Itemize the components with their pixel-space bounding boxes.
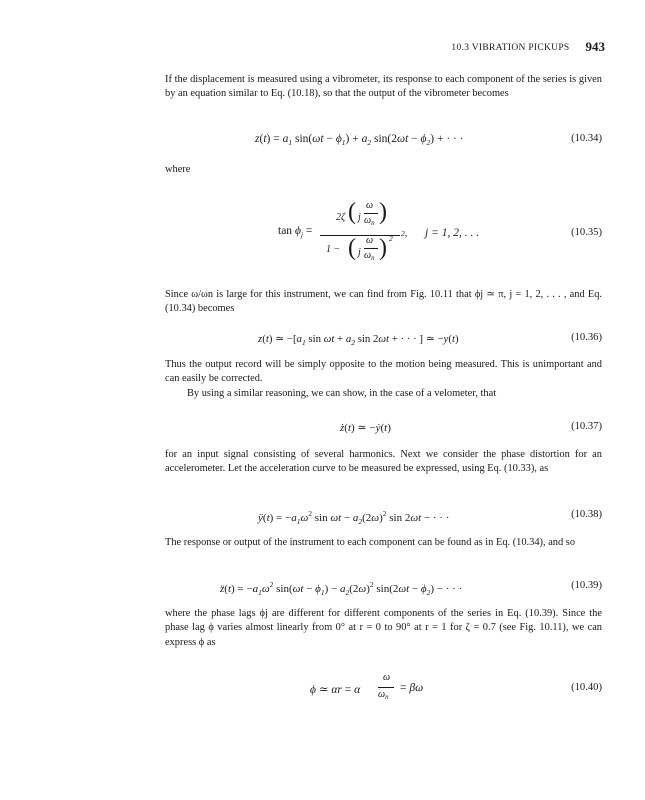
index-range: j = 1, 2, . . . [425, 227, 480, 239]
equation-number: (10.38) [571, 509, 602, 520]
equation-10-36-expression: z(t) ≃ $-[a_1$ $\sin \omega t + a_2$ sin 2ωt + · · · ] ≃ −y(t) [258, 333, 459, 347]
equation-10-39-expression: z̈(t) = $-a_1\omega^2$ $\sin(\omega t - \phi_1) - a_2(2\omega)^2$ $\sin(2\omega t - \phi_2)$ − · · · [220, 580, 463, 597]
equation-number: (10.36) [571, 332, 602, 343]
paragraph-where: where [165, 164, 191, 175]
equation-number: (10.35) [571, 227, 602, 238]
equation-number: (10.40) [571, 682, 602, 693]
equation-number: (10.37) [571, 421, 602, 432]
paragraph-vibrometer: If the displacement is measured using a vibrometer, its response to each component of the series is given by an equation similar to Eq. (10.18), so that the output of the vibrometer becomes [165, 74, 602, 100]
equation-10-37-expression: ż(t) ≃ −ẏ(t) [340, 422, 391, 434]
paragraph-velometer: By using a similar reasoning, we can show, in the case of a velometer, that [187, 388, 497, 399]
equation-10-35-expression: $\tan \phi_j$ = 2ζ ( j ω $\omega_n$ ) 2, 1 − ( j ω $\omega_n$ ) 2 [278, 199, 408, 262]
paragraph-phase-lags: where the phase lags ϕj are different for different components of the series in Eq. (10.39). Since the phase lag ϕ varies almost linearly from 0° at r = 0 to 90° at r = 1 for ζ = 0.7 (see Fig. 10.11), we can express ϕ as [165, 608, 602, 648]
paragraph-since: Since ω/ωn is large for this instrument, we can find from Fig. 10.11 that ϕj ≃ π, j = 1, 2, . . . , and Eq. (10.34) becomes [165, 289, 602, 315]
equation-10-38-expression: ÿ(t) = $-a_1\omega^2$ $\sin \omega t - a_2(2\omega)^2$ sin 2ωt − · · · [258, 509, 450, 526]
running-header [205, 38, 605, 56]
section-title: 10.3 VIBRATION PICKUPS [451, 43, 570, 53]
equation-number: (10.34) [571, 133, 602, 144]
equation-number: (10.39) [571, 580, 602, 591]
paragraph-thus: Thus the output record will be simply opposite to the motion being measured. This is unimportant and can easily be corrected. [165, 359, 602, 385]
paragraph-accelerometer: for an input signal consisting of several harmonics. Next we consider the phase distortion for an accelerometer. Let the acceleration curve to be measured be expressed, using Eq. (10.33), as [165, 449, 602, 475]
page-number: 943 [585, 39, 605, 54]
equation-10-40-expression: ϕ ≃ αr = α ω $\omega_n$ = βω [310, 672, 424, 701]
paragraph-response: The response or output of the instrument to each component can be found as in Eq. (10.34), and so [165, 537, 576, 548]
equation-10-34-expression: $z(t) = a_1$ $\sin(\omega t - \phi_1) + a_2$ $\sin(2\omega t - \phi_2)$ + · · · [255, 133, 464, 147]
